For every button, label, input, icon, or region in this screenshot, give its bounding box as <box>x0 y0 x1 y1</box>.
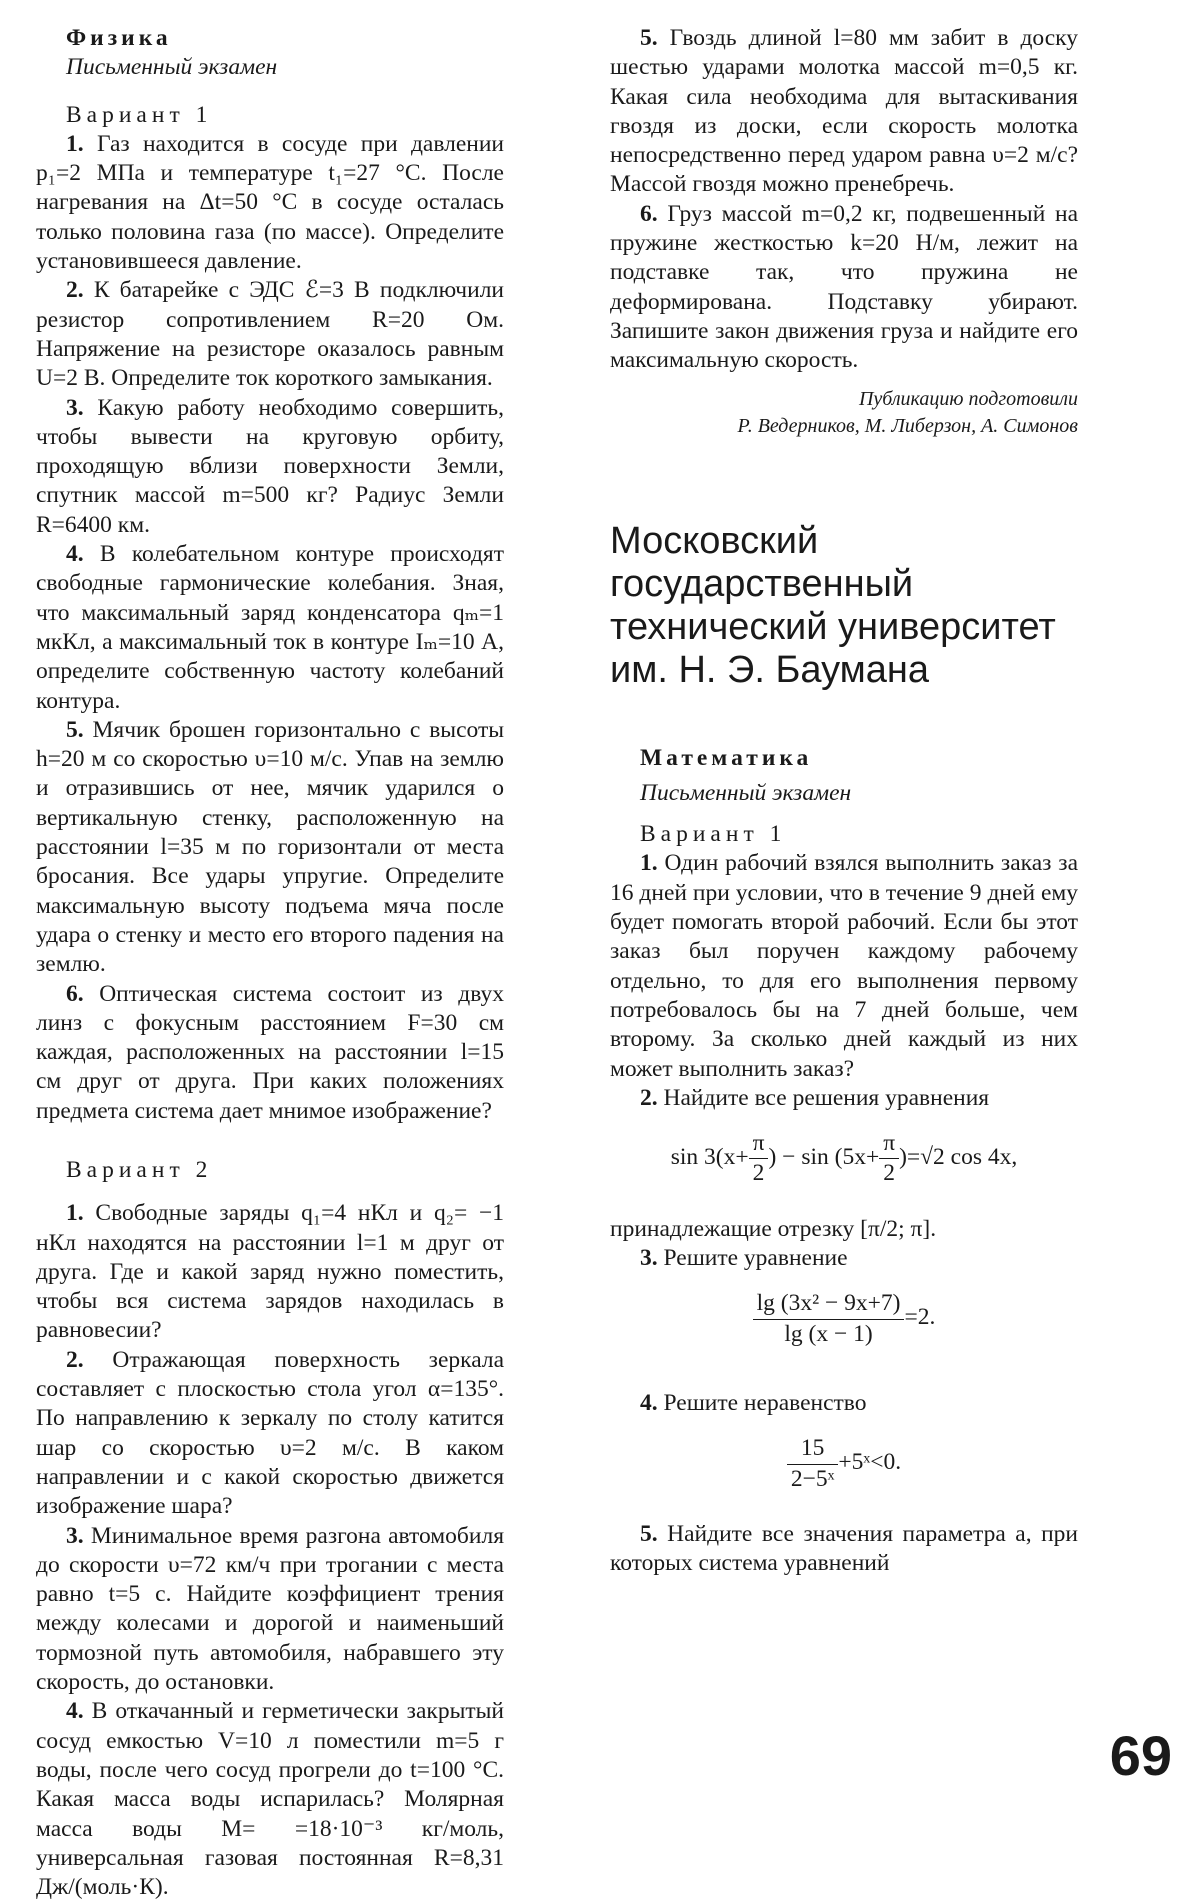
problem-number: 4. <box>66 541 84 568</box>
problem-text: Свободные заряды q₁=4 нКл и q₂= −1 нКл находятся на расстоянии l=1 м друг от друга. Где и какой заряд нужно поместить, чтобы вся система зарядов находилась в равновесии? <box>36 1200 505 1344</box>
log-fraction <box>753 1289 905 1349</box>
physics-v1-problem <box>36 130 504 276</box>
problem-number: 3. <box>66 394 84 421</box>
equation-part: ) − sin (5x+ <box>768 1144 880 1171</box>
problem-number: 5. <box>640 1520 658 1547</box>
problem-text: Какую работу необходимо совершить, чтобы вывести на круговую орбиту, проходящую вблизи поверхности Земли, спутник массой m=500 кг? Радиус Земли R=6400 км. <box>36 394 505 538</box>
physics-v1-problem <box>36 716 504 980</box>
interval-condition: принадлежащие отрезку [π/2; π]. <box>610 1215 937 1242</box>
math-problem <box>610 849 1078 1083</box>
problem-number: 2. <box>66 277 84 304</box>
problem-text: В откачанный и герметически закрытый сосуд емкостью V=10 л поместили m=5 г воды, после чего сосуд прогрели до t=100 °С. Какая масса воды испарилась? Молярная масса воды M= =18·10⁻³ кг/моль, универсальная газовая постоянная R=8,31 Дж/(моль·К). <box>36 1698 504 1901</box>
math-subject-heading: Математика <box>640 744 813 771</box>
credit-authors: Р. Ведерников, М. Либерзон, А. Симонов <box>737 414 1078 437</box>
right-column <box>610 24 1078 1578</box>
physics-v1-problem <box>36 980 504 1126</box>
fraction-numerator: lg (3x² − 9x+7) <box>753 1289 905 1319</box>
problem-text: Найдите все решения уравнения <box>663 1084 990 1111</box>
problem-text: Гвоздь длиной l=80 мм забит в доску шестью ударами молотка массой m=0,5 кг. Какая сила необходима для вытаскивания гвоздя из доски, если скорость молотка непосредственно перед ударом равна υ=2 м/с? Массой гвоздя можно пренебречь. <box>610 25 1078 198</box>
problem-number: 2. <box>66 1346 84 1373</box>
math-variant1-title: Вариант 1 <box>640 821 787 848</box>
university-title: Московский государственный технический университет им. Н. Э. Баумана <box>610 519 1056 691</box>
problem-number: 3. <box>66 1522 84 1549</box>
physics-v1-problem <box>36 540 504 716</box>
page-number: 69 <box>1109 1724 1172 1787</box>
fraction-denominator: 2−5ˣ <box>790 1465 835 1492</box>
physics-v1-problem <box>36 394 504 540</box>
physics-v2-problem <box>36 1522 504 1698</box>
problem-text: Газ находится в сосуде при давлении p₁=2 МПа и температуре t₁=27 °С. После нагревания на Δt=50 °С в сосуде осталась только половина газа (по массе). Определите установившееся давление. <box>36 130 505 275</box>
problem-text: Решите неравенство <box>663 1389 867 1416</box>
problem-text: В колебательном контуре происходят свободные гармонические колебания. Зная, что максимальный заряд конденсатора qₘ=1 мкКл, а максимальный ток в контуре Iₘ=10 А, определите собственную частоту колебаний контура. <box>36 541 504 714</box>
math-problem <box>610 1389 1078 1418</box>
problem-text: Минимальное время разгона автомобиля до скорости υ=72 км/ч при трогании с места равно t=5 с. Найдите коэффициент трения между колесами и дорогой и наименьший тормозной путь автомобиля, набравшего эту скорость, до остановки. <box>36 1522 504 1696</box>
left-column <box>36 24 504 1902</box>
problem-number: 2. <box>640 1084 658 1111</box>
problem-number: 1. <box>66 1200 84 1227</box>
equation-part: )=√2 cos 4x, <box>899 1144 1018 1171</box>
math-exam-type: Письменный экзамен <box>640 779 852 806</box>
physics-v2-problem <box>610 200 1078 376</box>
physics-v2-problem <box>36 1697 504 1902</box>
physics-v2-problem <box>36 1346 504 1522</box>
physics-v2-problem <box>36 1199 504 1345</box>
problem-number: 5. <box>640 25 658 51</box>
problem-text: Груз массой m=0,2 кг, подвешенный на пружине жесткостью k=20 Н/м, лежит на подставке так, что пружина не деформирована. Подставку убирают. Запишите закон движения груза и найдите его максимальную скорость. <box>610 200 1079 374</box>
problem-number: 4. <box>640 1389 658 1416</box>
physics-exam-type: Письменный экзамен <box>66 54 278 81</box>
problem-text: Один рабочий взялся выполнить заказ за 16 дней при условии, что в течение 9 дней ему будет помогать второй рабочий. Если бы этот заказ был поручен каждому рабочему отдельно, то для его выполнения первому потребовалось бы на 7 дней больше, чем второму. За сколько дней каждый из них может выполнить заказ? <box>610 850 1078 1082</box>
physics-subject-heading: Физика <box>66 25 172 51</box>
pi-over-two-fraction <box>879 1129 899 1189</box>
equation-part: sin 3(x+ <box>670 1144 749 1171</box>
problem-number: 3. <box>640 1245 658 1272</box>
exp-inequality <box>610 1434 1078 1494</box>
problem-number: 4. <box>66 1698 84 1725</box>
equation-rhs: =2. <box>904 1304 936 1331</box>
problem-number: 1. <box>66 130 84 157</box>
physics-variant2-title: Вариант 2 <box>66 1156 213 1183</box>
fraction-denominator: lg (x − 1) <box>784 1320 873 1347</box>
problem-text: Решите уравнение <box>663 1245 848 1272</box>
fraction-denominator: 2 <box>883 1160 896 1187</box>
credit-line: Публикацию подготовили <box>858 387 1078 410</box>
physics-v1-problem <box>36 276 504 393</box>
problem-text: Отражающая поверхность зеркала составляет с плоскостью стола угол α=135°. По направлению к зеркалу по столу катится шар со скоростью υ=2 м/с. В каком направлении и с какой скоростью движется изображение шара? <box>36 1346 504 1520</box>
exp-fraction <box>787 1434 839 1494</box>
problem-text: Найдите все значения параметра a, при которых система уравнений <box>610 1520 1079 1577</box>
fraction-numerator: π <box>879 1129 899 1159</box>
log-equation <box>610 1289 1078 1349</box>
physics-v2-problem <box>610 24 1078 200</box>
problem-number: 6. <box>640 200 658 227</box>
physics-variant1-title: Вариант 1 <box>66 101 213 128</box>
fraction-numerator: 15 <box>787 1434 839 1464</box>
pi-over-two-fraction <box>749 1129 769 1189</box>
math-problem <box>610 1520 1078 1579</box>
fraction-denominator: 2 <box>752 1160 765 1187</box>
problem-number: 6. <box>66 980 84 1007</box>
problem-text: К батарейке с ЭДС ℰ=3 В подключили резистор сопротивлением R=20 Ом. Напряжение на резисторе оказалось равным U=2 В. Определите ток короткого замыкания. <box>36 277 505 392</box>
problem-text: Оптическая система состоит из двух линз с фокусным расстоянием F=30 см каждая, расположенных на расстоянии l=15 см друг от друга. При каких положениях предмета система дает мнимое изображение? <box>36 980 504 1124</box>
inequality-rhs: +5ˣ<0. <box>838 1449 902 1476</box>
problem-number: 5. <box>66 716 84 743</box>
problem-text: Мячик брошен горизонтально с высоты h=20 м со скоростью υ=10 м/с. Упав на землю и отразившись от нее, мячик ударился о вертикальную стенку, расположенную на расстоянии l=35 м по горизонтали от места бросания. Все удары упругие. Определите максимальную высоту подъема мяча после удара о стенку и место его второго падения на землю. <box>36 716 505 978</box>
math-problem <box>610 1084 1078 1113</box>
fraction-numerator: π <box>749 1129 769 1159</box>
trig-equation <box>610 1129 1078 1189</box>
problem-number: 1. <box>640 850 658 877</box>
math-problem <box>610 1244 1078 1273</box>
